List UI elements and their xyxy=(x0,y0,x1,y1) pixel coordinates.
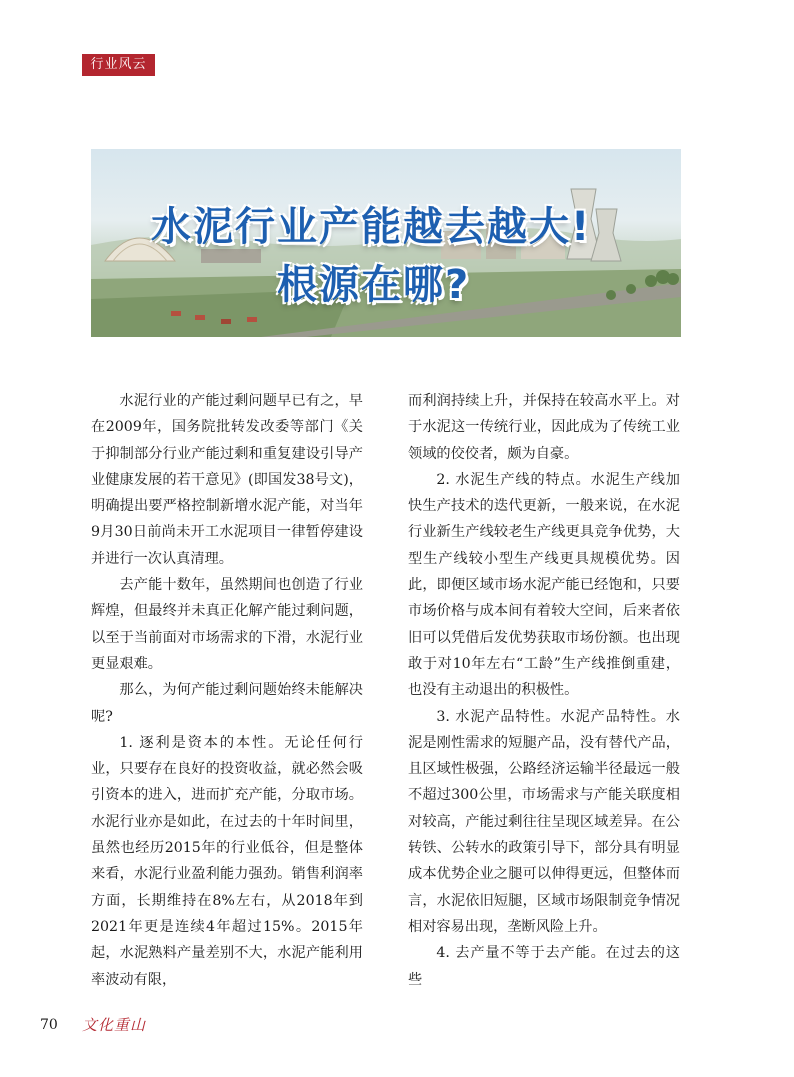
article-column-right xyxy=(408,388,680,993)
section-tag: 行业风云 xyxy=(82,54,155,76)
article-banner xyxy=(91,149,681,337)
magazine-logo: 文化重山 xyxy=(82,1016,147,1034)
article-column-left xyxy=(91,388,363,993)
paragraph: 4. 去产量不等于去产能。在过去的这些 xyxy=(408,945,680,988)
title-line-1: 水泥行业产能越去越大! xyxy=(151,204,592,250)
paragraph: 3. 水泥产品特性。水泥产品特性。水泥是刚性需求的短腿产品，没有替代产品，且区域性极强，公路经济运输半径最远一般不超过300公里，市场需求与产能关联度相对较高，产能过剩往往呈现区域差异。在公转铁、公转水的政策引导下，部分具有明显成本优势企业之腿可以伸得更远，但整体而言，水泥依旧短腿，区域市场限制竞争情况相对容易出现，垄断风险上升。 xyxy=(408,708,680,935)
article-title xyxy=(91,149,681,337)
paragraph: 去产能十数年，虽然期间也创造了行业辉煌，但最终并未真正化解产能过剩问题，以至于当前面对市场需求的下滑，水泥行业更显艰难。 xyxy=(91,577,363,672)
page-number: 70 xyxy=(40,1017,58,1033)
paragraph: 那么，为何产能过剩问题始终未能解决呢? xyxy=(91,682,363,725)
paragraph: 1. 逐利是资本的本性。无论任何行业，只要存在良好的投资收益，就必然会吸引资本的进入，进而扩充产能，分取市场。水泥行业亦是如此，在过去的十年时间里，虽然也经历2015年的行业低谷，但是整体来看，水泥行业盈利能力强劲。销售利润率方面，长期维持在8%左右，从2018年到2021年更是连续4年超过15%。2015年起，水泥熟料产量差别不大，水泥产能利用率波动有限， xyxy=(91,734,363,988)
paragraph: 2. 水泥生产线的特点。水泥生产线加快生产技术的迭代更新，一般来说，在水泥行业新生产线较老生产线更具竞争优势，大型生产线较小型生产线更具规模优势。因此，即便区域市场水泥产能已经饱和，只要市场价格与成本间有着较大空间，后来者依旧可以凭借后发优势获取市场份额。也出现敢于对10年左右“工龄”生产线推倒重建，也没有主动退出的积极性。 xyxy=(408,471,680,699)
paragraph: 水泥行业的产能过剩问题早已有之，早在2009年，国务院批转发改委等部门《关于抑制部分行业产能过剩和重复建设引导产业健康发展的若干意见》(即国发38号文)，明确提出要严格控制新增水泥产能，对当年9月30日前尚未开工水泥项目一律暂停建设并进行一次认真清理。 xyxy=(91,393,363,567)
paragraph-continued: 而利润持续上升，并保持在较高水平上。对于水泥这一传统行业，因此成为了传统工业领域的佼佼者，颇为自豪。 xyxy=(408,393,680,462)
title-line-2: 根源在哪? xyxy=(277,262,471,308)
